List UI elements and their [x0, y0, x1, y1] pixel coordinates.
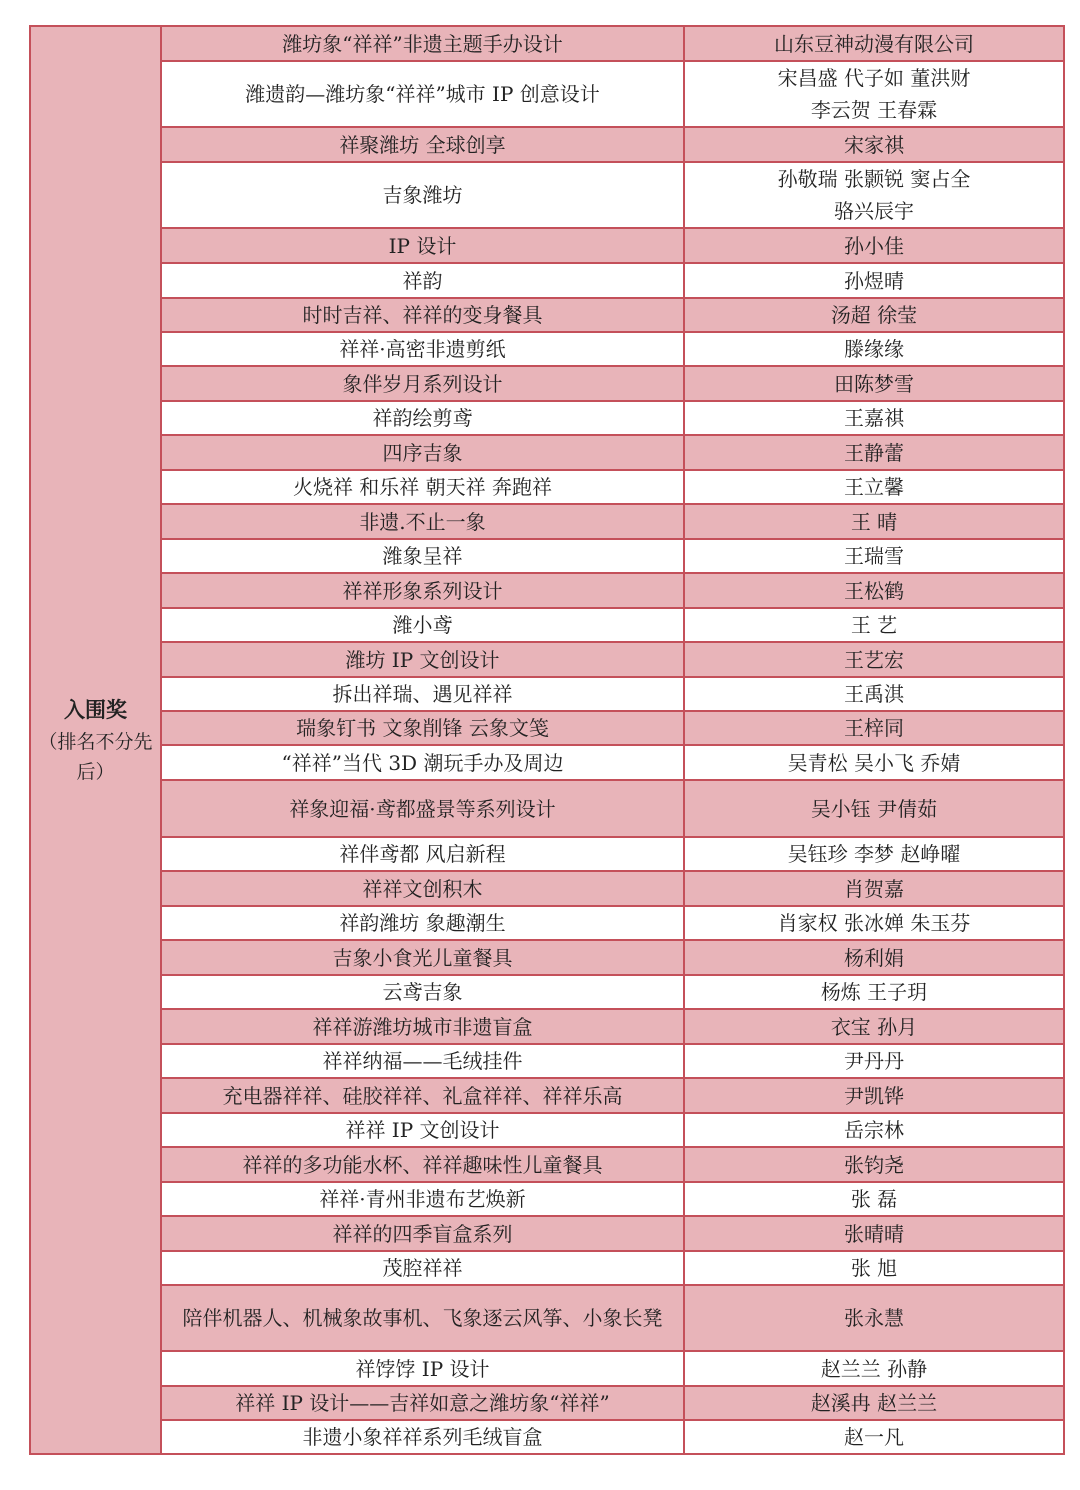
category-cell [30, 26, 161, 1454]
work-title-cell: 陪伴机器人、机械象故事机、飞象逐云风筝、小象长凳 [161, 1285, 684, 1351]
authors-cell: 宋家祺 [684, 127, 1064, 162]
work-title-cell: 潍遗韵—潍坊象“祥祥”城市 IP 创意设计 [161, 61, 684, 127]
table-row [30, 127, 1064, 162]
work-title-cell: 潍坊象“祥祥”非遗主题手办设计 [161, 26, 684, 61]
work-title-cell: 四序吉象 [161, 435, 684, 470]
authors-cell: 张 磊 [684, 1182, 1064, 1216]
table-row [30, 228, 1064, 263]
authors-cell: 吴钰珍 李梦 赵峥曜 [684, 837, 1064, 871]
authors-cell: 肖家权 张冰婵 朱玉芬 [684, 906, 1064, 940]
authors-cell: 王松鹤 [684, 573, 1064, 608]
table-row [30, 1078, 1064, 1113]
table-row [30, 975, 1064, 1009]
authors-cell: 王瑞雪 [684, 539, 1064, 573]
table-row [30, 642, 1064, 677]
work-title-cell: 非遗小象祥祥系列毛绒盲盒 [161, 1420, 684, 1454]
work-title-cell: 祥伴鸢都 风启新程 [161, 837, 684, 871]
authors-cell: 王艺宏 [684, 642, 1064, 677]
authors-cell: 衣宝 孙月 [684, 1009, 1064, 1044]
table-row [30, 61, 1064, 127]
authors-cell: 吴小钰 尹倩茹 [684, 780, 1064, 837]
work-title-cell: 充电器祥祥、硅胶祥祥、礼盒祥祥、祥祥乐高 [161, 1078, 684, 1113]
table-row [30, 1147, 1064, 1182]
work-title-cell: IP 设计 [161, 228, 684, 263]
table-row [30, 1113, 1064, 1147]
work-title-cell: 潍坊 IP 文创设计 [161, 642, 684, 677]
table-row [30, 573, 1064, 608]
authors-cell: 王禹淇 [684, 677, 1064, 711]
work-title-cell: 祥祥形象系列设计 [161, 573, 684, 608]
table-row [30, 1251, 1064, 1285]
work-title-cell: 祥祥 IP 文创设计 [161, 1113, 684, 1147]
authors-cell: 滕缘缘 [684, 332, 1064, 366]
authors-cell: 张 旭 [684, 1251, 1064, 1285]
work-title-cell: 祥聚潍坊 全球创享 [161, 127, 684, 162]
authors-cell: 田陈梦雪 [684, 366, 1064, 401]
table-row [30, 1351, 1064, 1386]
work-title-cell: 祥祥的四季盲盒系列 [161, 1216, 684, 1251]
category-title: 入围奖 [64, 698, 127, 722]
table-row [30, 162, 1064, 228]
authors-cell: 张钧尧 [684, 1147, 1064, 1182]
work-title-cell: 火烧祥 和乐祥 朝天祥 奔跑祥 [161, 470, 684, 504]
work-title-cell: 时时吉祥、祥祥的变身餐具 [161, 298, 684, 332]
authors-cell: 赵溪冉 赵兰兰 [684, 1386, 1064, 1420]
work-title-cell: 祥韵 [161, 263, 684, 298]
table-row [30, 677, 1064, 711]
table-row [30, 366, 1064, 401]
table-row [30, 780, 1064, 837]
table-row [30, 504, 1064, 539]
authors-cell: 孙敬瑞 张颢锐 窦占全 骆兴辰宇 [684, 162, 1064, 228]
work-title-cell: 吉象潍坊 [161, 162, 684, 228]
table-row [30, 711, 1064, 745]
work-title-cell: 茂腔祥祥 [161, 1251, 684, 1285]
work-title-cell: 祥祥纳福——毛绒挂件 [161, 1044, 684, 1078]
category-note: （排名不分先后） [38, 731, 153, 783]
authors-cell: 孙小佳 [684, 228, 1064, 263]
authors-cell: 赵一凡 [684, 1420, 1064, 1454]
authors-cell: 吴青松 吴小飞 乔婧 [684, 745, 1064, 780]
table-row [30, 871, 1064, 906]
table-row [30, 1009, 1064, 1044]
authors-cell: 张永慧 [684, 1285, 1064, 1351]
authors-cell: 孙煜晴 [684, 263, 1064, 298]
authors-cell: 汤超 徐莹 [684, 298, 1064, 332]
authors-cell: 杨炼 王子玥 [684, 975, 1064, 1009]
table-row [30, 435, 1064, 470]
authors-cell: 杨利娟 [684, 940, 1064, 975]
work-title-cell: 祥饽饽 IP 设计 [161, 1351, 684, 1386]
work-title-cell: 祥象迎福·鸢都盛景等系列设计 [161, 780, 684, 837]
table-row [30, 608, 1064, 642]
work-title-cell: “祥祥”当代 3D 潮玩手办及周边 [161, 745, 684, 780]
work-title-cell: 象伴岁月系列设计 [161, 366, 684, 401]
authors-cell: 王静蕾 [684, 435, 1064, 470]
table-row [30, 906, 1064, 940]
authors-cell: 肖贺嘉 [684, 871, 1064, 906]
authors-cell: 王梓同 [684, 711, 1064, 745]
work-title-cell: 吉象小食光儿童餐具 [161, 940, 684, 975]
table-row [30, 332, 1064, 366]
authors-cell: 王嘉祺 [684, 401, 1064, 435]
work-title-cell: 云鸢吉象 [161, 975, 684, 1009]
table-row [30, 1386, 1064, 1420]
work-title-cell: 祥祥游潍坊城市非遗盲盒 [161, 1009, 684, 1044]
table-row [30, 940, 1064, 975]
authors-cell: 王 晴 [684, 504, 1064, 539]
table-row [30, 539, 1064, 573]
work-title-cell: 潍小鸢 [161, 608, 684, 642]
table-row [30, 837, 1064, 871]
work-title-cell: 祥韵绘剪鸢 [161, 401, 684, 435]
table-row [30, 1216, 1064, 1251]
awards-table-body [30, 26, 1064, 1454]
table-row [30, 1285, 1064, 1351]
authors-cell: 赵兰兰 孙静 [684, 1351, 1064, 1386]
authors-cell: 岳宗林 [684, 1113, 1064, 1147]
authors-cell: 山东豆神动漫有限公司 [684, 26, 1064, 61]
authors-cell: 尹丹丹 [684, 1044, 1064, 1078]
table-row [30, 470, 1064, 504]
work-title-cell: 祥韵潍坊 象趣潮生 [161, 906, 684, 940]
table-row [30, 401, 1064, 435]
authors-cell: 王 艺 [684, 608, 1064, 642]
work-title-cell: 祥祥 IP 设计——吉祥如意之潍坊象“祥祥” [161, 1386, 684, 1420]
table-row [30, 1044, 1064, 1078]
work-title-cell: 祥祥文创积木 [161, 871, 684, 906]
awards-table [29, 25, 1065, 1455]
work-title-cell: 祥祥的多功能水杯、祥祥趣味性儿童餐具 [161, 1147, 684, 1182]
work-title-cell: 拆出祥瑞、遇见祥祥 [161, 677, 684, 711]
table-row [30, 1420, 1064, 1454]
work-title-cell: 瑞象钉书 文象削锋 云象文笺 [161, 711, 684, 745]
table-row [30, 1182, 1064, 1216]
authors-cell: 王立馨 [684, 470, 1064, 504]
table-row [30, 298, 1064, 332]
work-title-cell: 潍象呈祥 [161, 539, 684, 573]
work-title-cell: 祥祥·青州非遗布艺焕新 [161, 1182, 684, 1216]
table-row [30, 263, 1064, 298]
table-row [30, 745, 1064, 780]
authors-cell: 张晴晴 [684, 1216, 1064, 1251]
work-title-cell: 非遗.不止一象 [161, 504, 684, 539]
authors-cell: 尹凯铧 [684, 1078, 1064, 1113]
authors-cell: 宋昌盛 代子如 董洪财 李云贺 王春霖 [684, 61, 1064, 127]
table-row [30, 26, 1064, 61]
work-title-cell: 祥祥·高密非遗剪纸 [161, 332, 684, 366]
